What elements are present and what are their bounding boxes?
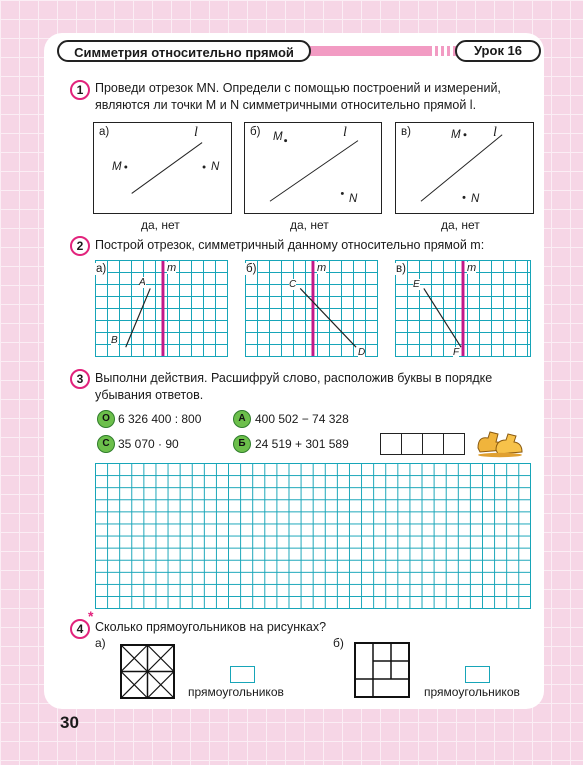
letter-badge-o: О — [97, 410, 115, 428]
answer-box-a[interactable] — [230, 666, 255, 683]
point-label-b: B — [111, 335, 118, 346]
axis-label-m: m — [467, 262, 477, 274]
task2-grid-b-drawing — [246, 261, 377, 356]
unit-label-a: прямоугольников — [188, 685, 284, 699]
task4-text: Сколько прямоугольников на рисунках? — [95, 620, 327, 634]
panel-label: а) — [99, 126, 110, 138]
point-label-n: N — [349, 193, 358, 205]
point-label-m: M — [273, 131, 283, 143]
task1-panel-b-drawing — [245, 123, 381, 213]
line-label-l: l — [194, 125, 198, 140]
task1-panel-a — [93, 122, 232, 214]
point-label-f: F — [453, 347, 460, 358]
point-label-d: D — [358, 347, 366, 358]
answer-box-b[interactable] — [465, 666, 490, 683]
line-label-l: l — [493, 125, 497, 140]
panel-label: б) — [250, 126, 261, 138]
task4-label-a: а) — [95, 636, 106, 650]
task-number-2: 2 — [70, 236, 90, 256]
point-label-n: N — [471, 193, 480, 205]
task2-grid-a[interactable] — [95, 260, 228, 357]
expression-s: 35 070 · 90 — [118, 437, 179, 451]
grid-label: б) — [246, 263, 257, 275]
task1-panel-a-drawing — [94, 123, 231, 213]
task3-text-line1: Выполни действия. Расшифруй слово, расположив буквы в порядке — [95, 371, 493, 385]
answer-cell-4[interactable] — [443, 433, 465, 455]
line-label-l: l — [343, 125, 347, 140]
letter-badge-a: А — [233, 410, 251, 428]
figure-b-rectangles — [354, 642, 410, 698]
lesson-badge: Урок 16 — [455, 40, 541, 62]
task-number-4: 4 — [70, 619, 90, 639]
task1-panel-b — [244, 122, 382, 214]
point-label-n: N — [211, 161, 220, 173]
task1-text-line2: являются ли точки M и N симметричными относительно прямой l. — [95, 98, 477, 112]
axis-label-m: m — [317, 262, 327, 274]
task1-answer-b[interactable]: да, нет — [290, 218, 329, 232]
bonus-star-icon: * — [88, 608, 94, 624]
task2-grid-b[interactable] — [245, 260, 378, 357]
expression-o: 6 326 400 : 800 — [118, 412, 202, 426]
answer-cell-3[interactable] — [422, 433, 444, 455]
point-label-c: C — [289, 279, 297, 290]
page-title: Симметрия относительно прямой — [57, 40, 311, 62]
axis-label-m: m — [167, 262, 177, 274]
panel-label: в) — [401, 126, 411, 138]
letter-badge-s: С — [97, 435, 115, 453]
task-number-1: 1 — [70, 80, 90, 100]
task1-answer-a[interactable]: да, нет — [141, 218, 180, 232]
task2-grid-c-drawing — [396, 261, 530, 356]
task1-text-line1: Проведи отрезок MN. Определи с помощью построений и измерений, — [95, 81, 501, 95]
task1-answer-c[interactable]: да, нет — [441, 218, 480, 232]
task1-panel-c — [395, 122, 534, 214]
task1-panel-c-drawing — [396, 123, 533, 213]
task2-grid-c[interactable] — [395, 260, 531, 357]
point-label-m: M — [112, 161, 122, 173]
answer-cell-1[interactable] — [380, 433, 402, 455]
grid-label: а) — [96, 263, 107, 275]
grid-label: в) — [396, 263, 406, 275]
point-label-e: E — [413, 279, 420, 290]
point-label-m: M — [451, 129, 461, 141]
task-number-3: 3 — [70, 369, 90, 389]
letter-badge-b: Б — [233, 435, 251, 453]
expression-a: 400 502 − 74 328 — [255, 412, 349, 426]
task2-grid-a-drawing — [96, 261, 227, 356]
point-label-a: A — [139, 277, 146, 288]
task4-label-b: б) — [333, 636, 344, 650]
boots-icon — [474, 428, 526, 458]
figure-a-rectangles — [120, 644, 175, 699]
expression-b: 24 519 + 301 589 — [255, 437, 349, 451]
task3-work-grid[interactable] — [95, 463, 531, 609]
task2-text: Построй отрезок, симметричный данному относительно прямой m: — [95, 238, 485, 252]
page-number: 30 — [60, 713, 79, 732]
task3-text-line2: убывания ответов. — [95, 388, 204, 402]
unit-label-b: прямоугольников — [424, 685, 520, 699]
answer-cell-2[interactable] — [401, 433, 423, 455]
